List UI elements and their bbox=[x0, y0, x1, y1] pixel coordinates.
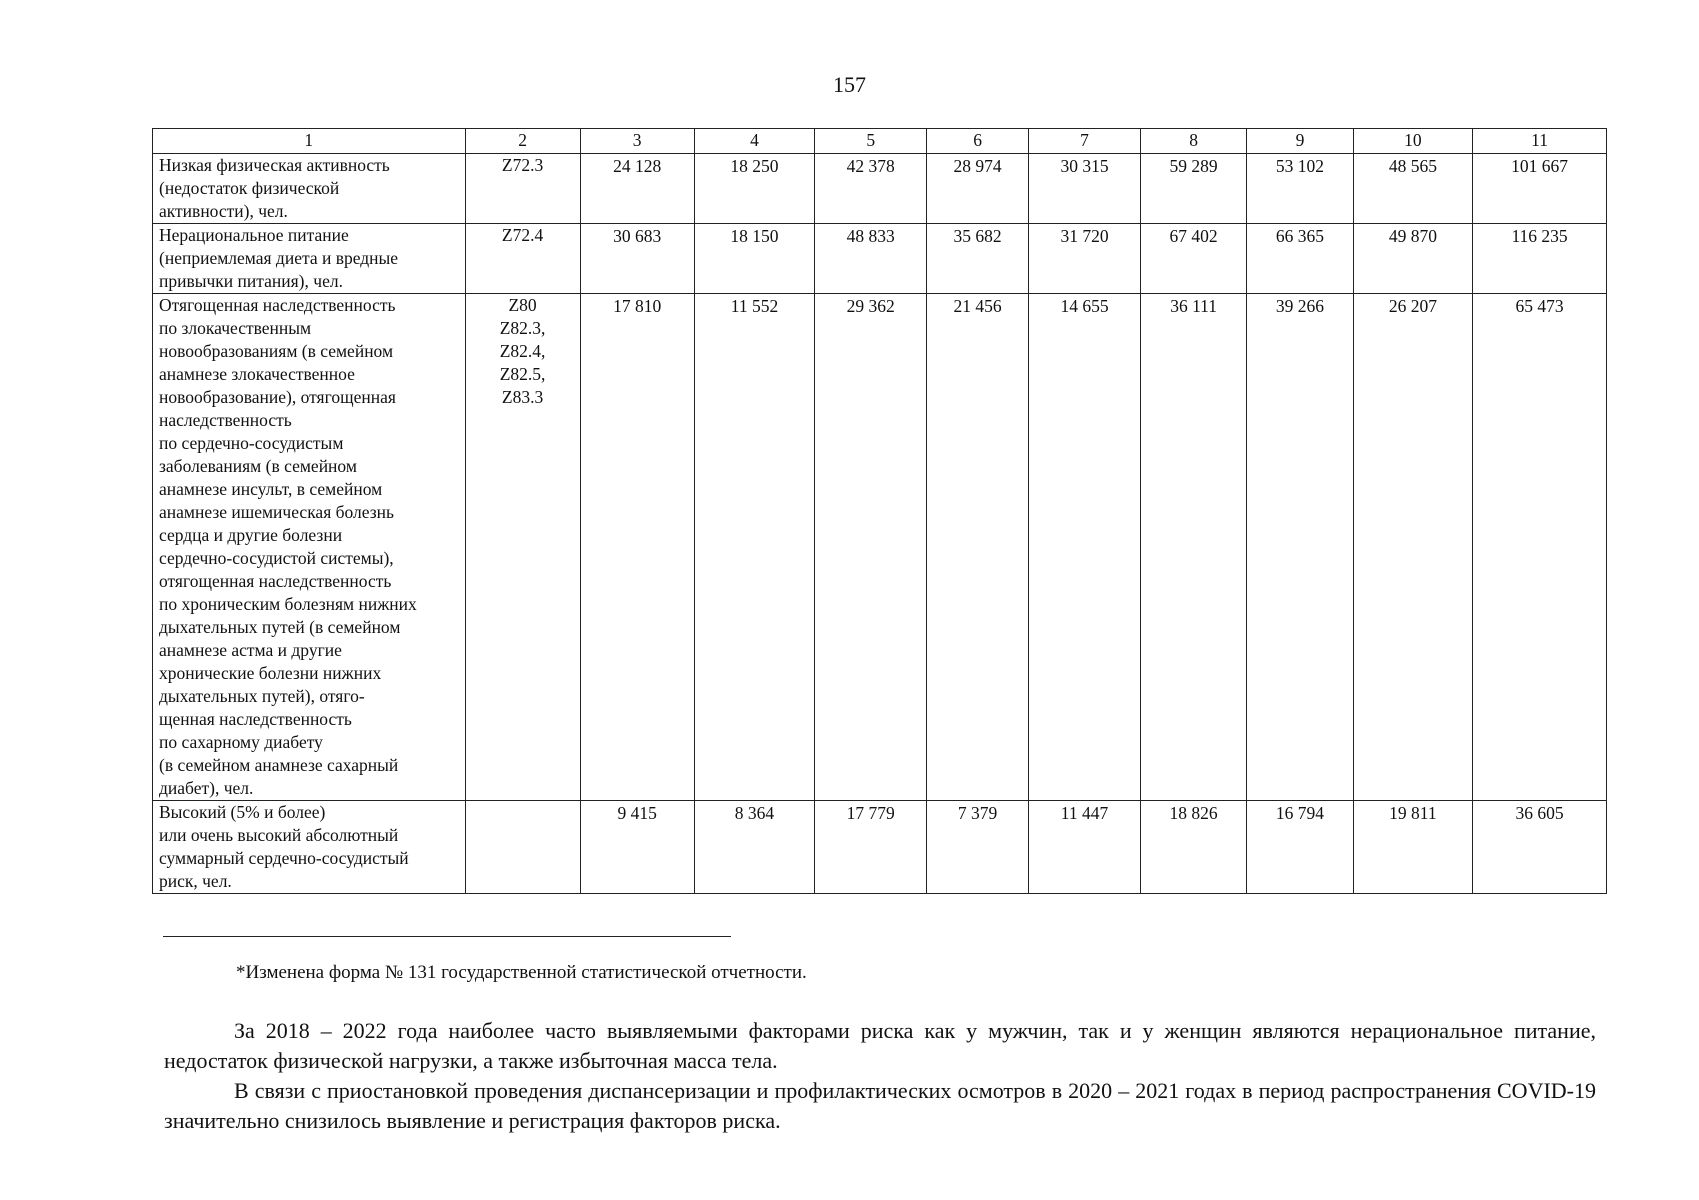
body-paragraph: В связи с приостановкой проведения диспансеризации и профилактических осмотров в 2020 – 2021 годах в период распространения COVID-19 значительно снизилось выявление и регистрация факторов риска. bbox=[164, 1078, 1596, 1133]
table-cell: 17 779 bbox=[815, 801, 927, 894]
table-cell: 18 826 bbox=[1140, 801, 1246, 894]
table-cell: 30 683 bbox=[580, 224, 694, 294]
table-cell: 42 378 bbox=[815, 154, 927, 224]
table-header-row bbox=[153, 129, 1607, 154]
table-cell: 116 235 bbox=[1473, 224, 1607, 294]
table-cell: 49 870 bbox=[1353, 224, 1473, 294]
column-header: 11 bbox=[1473, 129, 1607, 154]
row-code: Z72.3 bbox=[465, 154, 580, 224]
footnote-divider bbox=[163, 936, 731, 937]
table-cell: 18 150 bbox=[694, 224, 815, 294]
table-row bbox=[153, 801, 1607, 894]
table-cell: 65 473 bbox=[1473, 294, 1607, 801]
table-cell: 39 266 bbox=[1247, 294, 1353, 801]
table-cell: 35 682 bbox=[927, 224, 1029, 294]
body-paragraph: За 2018 – 2022 года наиболее часто выявляемыми факторами риска как у мужчин, так и у женщин являются нерациональное питание, недостаток физической нагрузки, а также избыточная масса тела. bbox=[164, 1018, 1596, 1073]
column-header: 9 bbox=[1247, 129, 1353, 154]
table-cell: 14 655 bbox=[1029, 294, 1141, 801]
row-label: Низкая физическая активность (недостаток физической активности), чел. bbox=[153, 154, 466, 224]
column-header: 2 bbox=[465, 129, 580, 154]
table-cell: 29 362 bbox=[815, 294, 927, 801]
column-header: 6 bbox=[927, 129, 1029, 154]
table-cell: 53 102 bbox=[1247, 154, 1353, 224]
table-cell: 36 605 bbox=[1473, 801, 1607, 894]
row-label: Отягощенная наследственность по злокачественным новообразованиям (в семейном анамнезе злокачественное новообразование), отягощенная наследственность по сердечно-сосудистым заболеваниям (в семейном анамнезе инсульт, в семейном анамнезе ишемическая болезнь сердца и другие болезни сердечно-сосудистой системы), отягощенная наследственность по хроническим болезням нижних дыхательных путей (в семейном анамнезе астма и другие хронические болезни нижних дыхательных путей), отяго- щенная наследственность по сахарному диабету (в семейном анамнезе сахарный диабет), чел. bbox=[153, 294, 466, 801]
table-cell: 31 720 bbox=[1029, 224, 1141, 294]
page-number: 157 bbox=[833, 72, 866, 97]
column-header: 3 bbox=[580, 129, 694, 154]
table-cell: 28 974 bbox=[927, 154, 1029, 224]
table-cell: 36 111 bbox=[1140, 294, 1246, 801]
row-label: Высокий (5% и более) или очень высокий абсолютный суммарный сердечно-сосудистый риск, чел. bbox=[153, 801, 466, 894]
risk-factors-table bbox=[152, 128, 1607, 894]
column-header: 5 bbox=[815, 129, 927, 154]
column-header: 10 bbox=[1353, 129, 1473, 154]
footnote: *Изменена форма № 131 государственной статистической отчетности. bbox=[236, 962, 807, 983]
table-cell: 7 379 bbox=[927, 801, 1029, 894]
row-code: Z72.4 bbox=[465, 224, 580, 294]
column-header: 1 bbox=[153, 129, 466, 154]
column-header: 4 bbox=[694, 129, 815, 154]
table-row bbox=[153, 224, 1607, 294]
table-cell: 18 250 bbox=[694, 154, 815, 224]
column-header: 7 bbox=[1029, 129, 1141, 154]
table-cell: 11 447 bbox=[1029, 801, 1141, 894]
table-cell: 8 364 bbox=[694, 801, 815, 894]
table-cell: 16 794 bbox=[1247, 801, 1353, 894]
table-cell: 101 667 bbox=[1473, 154, 1607, 224]
table-row bbox=[153, 294, 1607, 801]
table-row bbox=[153, 154, 1607, 224]
row-code bbox=[465, 801, 580, 894]
table-cell: 59 289 bbox=[1140, 154, 1246, 224]
table-cell: 19 811 bbox=[1353, 801, 1473, 894]
table-cell: 66 365 bbox=[1247, 224, 1353, 294]
table-cell: 9 415 bbox=[580, 801, 694, 894]
table-cell: 24 128 bbox=[580, 154, 694, 224]
table-cell: 67 402 bbox=[1140, 224, 1246, 294]
column-header: 8 bbox=[1140, 129, 1246, 154]
table-cell: 11 552 bbox=[694, 294, 815, 801]
table-cell: 17 810 bbox=[580, 294, 694, 801]
table-cell: 48 565 bbox=[1353, 154, 1473, 224]
table-cell: 21 456 bbox=[927, 294, 1029, 801]
table-cell: 26 207 bbox=[1353, 294, 1473, 801]
table-cell: 48 833 bbox=[815, 224, 927, 294]
row-code: Z80 Z82.3, Z82.4, Z82.5, Z83.3 bbox=[465, 294, 580, 801]
table-cell: 30 315 bbox=[1029, 154, 1141, 224]
row-label: Нерациональное питание (неприемлемая диета и вредные привычки питания), чел. bbox=[153, 224, 466, 294]
